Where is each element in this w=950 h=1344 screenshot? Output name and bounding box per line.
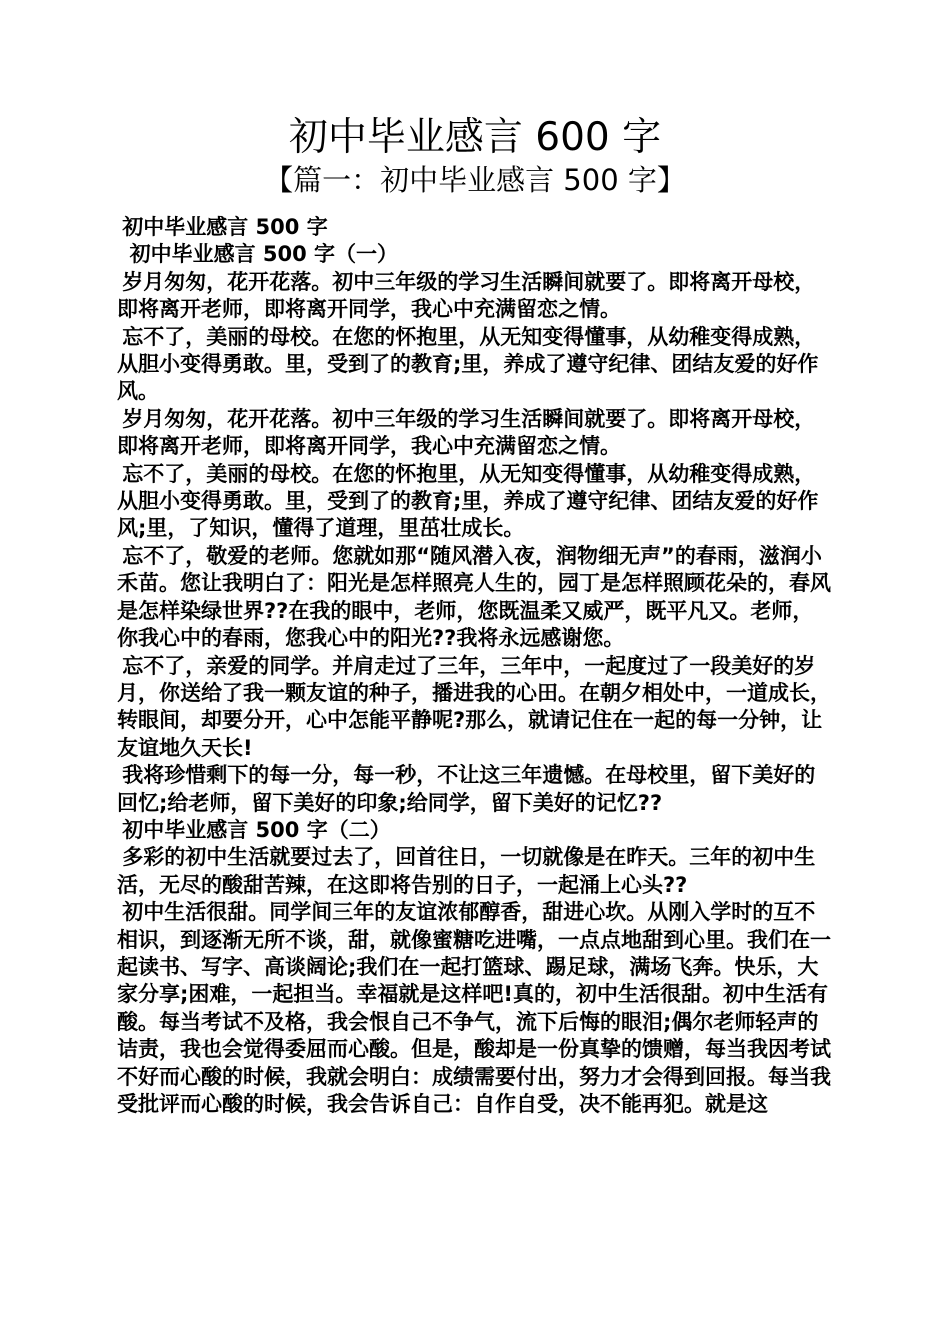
document-subtitle: 【篇一：初中毕业感言 500 字】 bbox=[264, 163, 686, 197]
paragraph: 我将珍惜剩下的每一分，每一秒，不让这三年遗憾。在母校里，留下美好的回忆;给老师，留下美好的印象;给同学，留下美好的记忆?? bbox=[117, 763, 816, 815]
paragraph: 忘不了，敬爱的老师。您就如那“随风潜入夜，润物细无声”的春雨，滋润小禾苗。您让我明白了：阳光是怎样照亮人生的，园丁是怎样照顾花朵的，春风是怎样染绿世界??在我的眼中，老师，您既温柔又威严，既平凡又。老师，你我心中的春雨，您我心中的阳光??我将永远感谢您。 bbox=[117, 543, 831, 651]
paragraph: 岁月匆匆，花开花落。初中三年级的学习生活瞬间就要了。即将离开母校，即将离开老师，即将离开同学，我心中充满留恋之情。 bbox=[117, 269, 816, 322]
paragraph: 忘不了，亲爱的同学。并肩走过了三年，三年中，一起度过了一段美好的岁月，你送给了我一颗友谊的种子，播进我的心田。在朝夕相处中，一道成长，转眼间，却要分开，心中怎能平静呢?那么，就请记住在一起的每一分钟，让友谊地久天长! bbox=[117, 653, 831, 760]
paragraph: 初中生活很甜。同学间三年的友谊浓郁醇香，甜进心坎。从刚入学时的互不相识，到逐渐无所不谈，甜，就像蜜糖吃进嘴，一点点地甜到心里。我们在一起读书、写字、高谈阔论;我们在一起打篮球、踢足球，满场飞奔。快乐，大家分享;困难，一起担当。幸福就是这样吧!真的，初中生活很甜。初中生活有酸。每当考试不及格，我会恨自己不争气，流下后悔的眼泪;偶尔老师轻声的诘责，我也会觉得委屈而心酸。但是，酸却是一份真挚的馈赠，每当我因考试不好而心酸的时候，我就会明白：成绩需要付出，努力才会得到回报。每当我受批评而心酸的时候，我会告诉自己：自作自受，决不能再犯。就是这 bbox=[117, 900, 831, 1116]
paragraph: 忘不了，美丽的母校。在您的怀抱里，从无知变得懂事，从幼稚变得成熟，从胆小变得勇敢。里，受到了的教育;里，养成了遵守纪律、团结友爱的好作风;里，了知识，懂得了道理，里茁壮成长。 bbox=[117, 461, 819, 541]
paragraph: 岁月匆匆，花开花落。初中三年级的学习生活瞬间就要了。即将离开母校，即将离开老师，即将离开同学，我心中充满留恋之情。 bbox=[117, 406, 816, 459]
subsection-heading: 初中毕业感言 500 字（一） bbox=[129, 242, 399, 267]
subsection-heading: 初中毕业感言 500 字（二） bbox=[122, 817, 391, 842]
section-heading: 初中毕业感言 500 字 bbox=[122, 215, 328, 239]
document-body bbox=[117, 214, 833, 1118]
paragraph: 多彩的初中生活就要过去了，回首往日，一切就像是在昨天。三年的初中生活，无尽的酸甜苦辣，在这即将告别的日子，一起涌上心头?? bbox=[117, 845, 816, 897]
paragraph: 忘不了，美丽的母校。在您的怀抱里，从无知变得懂事，从幼稚变得成熟，从胆小变得勇敢。里，受到了的教育;里，养成了遵守纪律、团结友爱的好作风。 bbox=[117, 324, 819, 404]
document-title: 初中毕业感言 600 字 bbox=[288, 115, 662, 160]
